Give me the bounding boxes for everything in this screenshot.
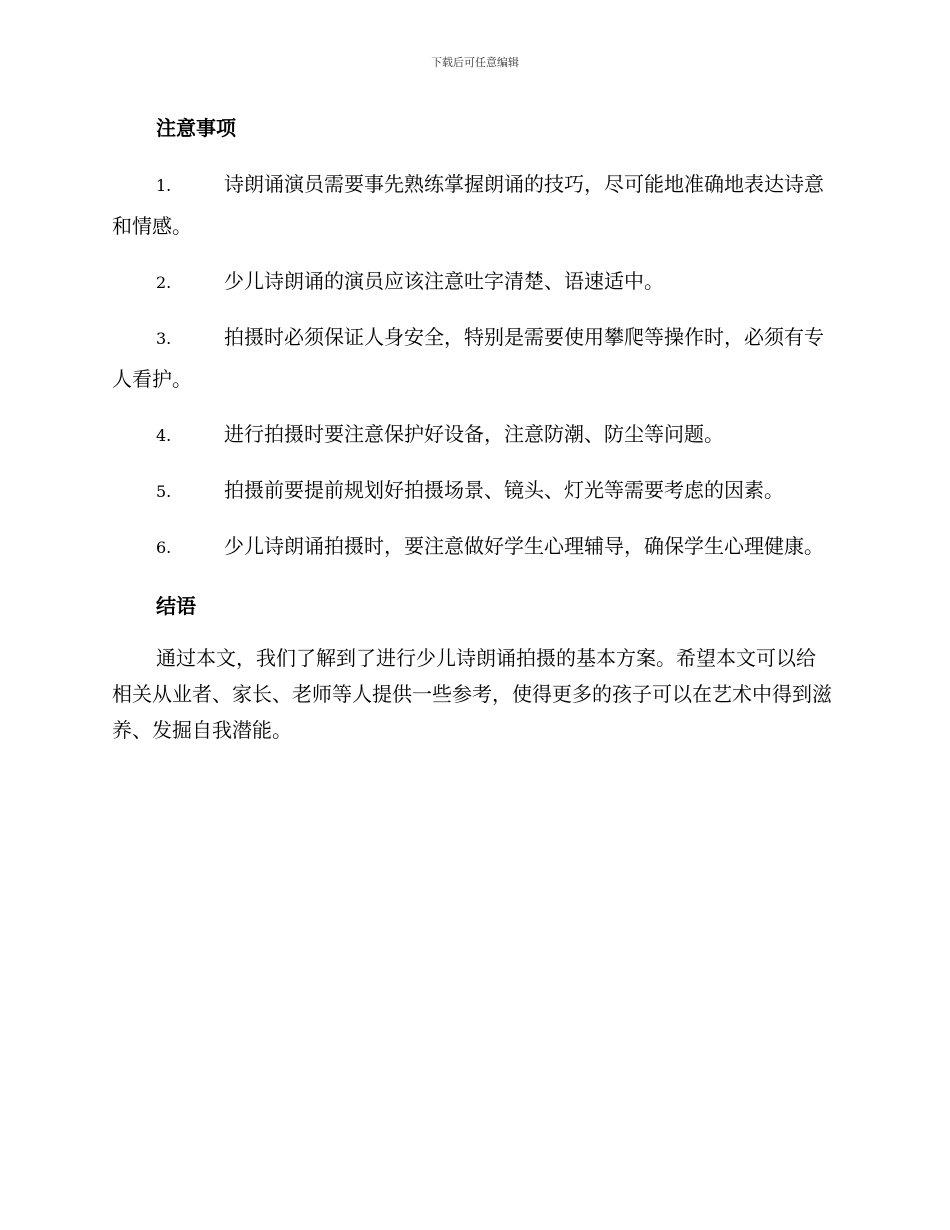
page-header: 下载后可任意编辑 bbox=[431, 56, 519, 69]
list-item-number: 1. bbox=[156, 176, 172, 195]
list-item bbox=[112, 414, 834, 456]
section-title-conclusion: 结语 bbox=[156, 594, 196, 618]
list-item-text: 拍摄时必须保证人身安全，特别是需要使用攀爬等操作时，必须有专人看护。 bbox=[112, 325, 824, 391]
section-title-notes: 注意事项 bbox=[156, 116, 236, 140]
list-item-number: 3. bbox=[156, 329, 172, 348]
document-body bbox=[112, 110, 834, 748]
list-item-number: 6. bbox=[156, 538, 172, 557]
list-item-text: 拍摄前要提前规划好拍摄场景、镜头、灯光等需要考虑的因素。 bbox=[224, 478, 784, 502]
list-item-text: 诗朗诵演员需要事先熟练掌握朗诵的技巧，尽可能地准确地表达诗意和情感。 bbox=[112, 172, 824, 238]
list-item bbox=[112, 526, 834, 568]
list-item-number: 5. bbox=[156, 482, 172, 501]
list-item-text: 进行拍摄时要注意保护好设备，注意防潮、防尘等问题。 bbox=[224, 422, 724, 446]
list-item-text: 少儿诗朗诵的演员应该注意吐字清楚、语速适中。 bbox=[224, 269, 664, 293]
list-item-text: 少儿诗朗诵拍摄时，要注意做好学生心理辅导，确保学生心理健康。 bbox=[224, 534, 824, 558]
list-item bbox=[112, 470, 834, 512]
list-item-number: 2. bbox=[156, 273, 172, 292]
conclusion-paragraph: 通过本文，我们了解到了进行少儿诗朗诵拍摄的基本方案。希望本文可以给相关从业者、家长、老师等人提供一些参考，使得更多的孩子可以在艺术中得到滋养、发掘自我潜能。 bbox=[112, 646, 832, 742]
list-item bbox=[112, 164, 834, 247]
list-item bbox=[112, 317, 834, 400]
list-item-number: 4. bbox=[156, 426, 172, 445]
list-item bbox=[112, 261, 834, 303]
